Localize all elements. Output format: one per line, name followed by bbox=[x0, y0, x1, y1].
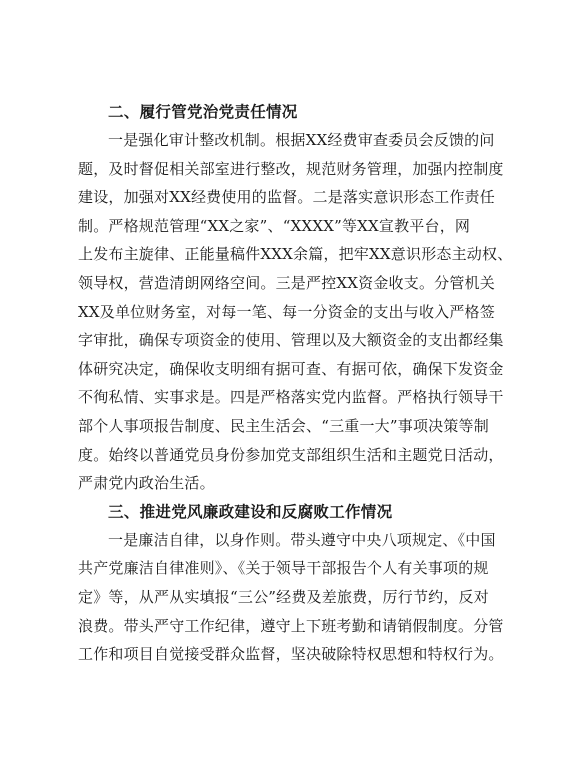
paragraph-line: 严肃党内政治生活。 bbox=[78, 474, 215, 493]
paragraph-line: 体研究决定，确保收支明细有据可查、有据可依，确保下发资金 bbox=[78, 359, 504, 378]
paragraph-line: 制。严格规范管理“XX之家”、“XXXX”等XX宣教平台，网 bbox=[78, 216, 471, 235]
section-paragraph bbox=[78, 526, 510, 669]
paragraph-line: 部个人事项报告制度、民主生活会、“三重一大”事项决策等制 bbox=[78, 416, 489, 435]
paragraph-line: 浪费。带头严守工作纪律，遵守上下班考勤和请销假制度。分管 bbox=[78, 616, 504, 635]
paragraph-line: 共产党廉洁自律准则》、《关于领导干部报告个人有关事项的规 bbox=[78, 559, 489, 578]
paragraph-line: 题，及时督促相关部室进行整改，规范财务管理，加强内控制度 bbox=[78, 159, 504, 178]
paragraph-line: 一是廉洁自律，以身作则。带头遵守中央八项规定、《中国 bbox=[108, 530, 496, 549]
paragraph-line: 上发布主旋律、正能量稿件XXX余篇，把牢XX意识形态主动权、 bbox=[78, 245, 513, 264]
paragraph-line: 建设，加强对XX经费使用的监督。二是落实意识形态工作责任 bbox=[78, 188, 495, 207]
paragraph-line: 定》等，从严从实填报“三公”经费及差旅费，厉行节约，反对 bbox=[78, 587, 489, 606]
section-duty-performance bbox=[78, 98, 513, 498]
paragraph-line: 一是强化审计整改机制。根据XX经费审查委员会反馈的问 bbox=[108, 131, 495, 149]
paragraph-line: 度。始终以普通党员身份参加党支部组织生活和主题党日活动， bbox=[78, 445, 504, 464]
document-body bbox=[78, 98, 513, 669]
paragraph-line: 不徇私情、实事求是。四是严格落实党内监督。严格执行领导干 bbox=[78, 388, 504, 407]
paragraph-line: 工作和项目自觉接受群众监督，坚决破除特权思想和特权行为。 bbox=[78, 645, 504, 664]
paragraph-line: XX及单位财务室，对每一笔、每一分资金的支出与收入严格签 bbox=[78, 302, 495, 321]
paragraph-line: 领导权，营造清朗网络空间。三是严控XX资金收支。分管机关 bbox=[78, 273, 495, 292]
section-heading: 三、推进党风廉政建设和反腐败工作情况 bbox=[108, 502, 393, 521]
section-paragraph bbox=[78, 126, 513, 498]
section-clean-governance bbox=[78, 498, 510, 669]
section-heading: 二、履行管党治党责任情况 bbox=[108, 103, 298, 121]
paragraph-line: 字审批，确保专项资金的使用、管理以及大额资金的支出都经集 bbox=[78, 331, 504, 350]
